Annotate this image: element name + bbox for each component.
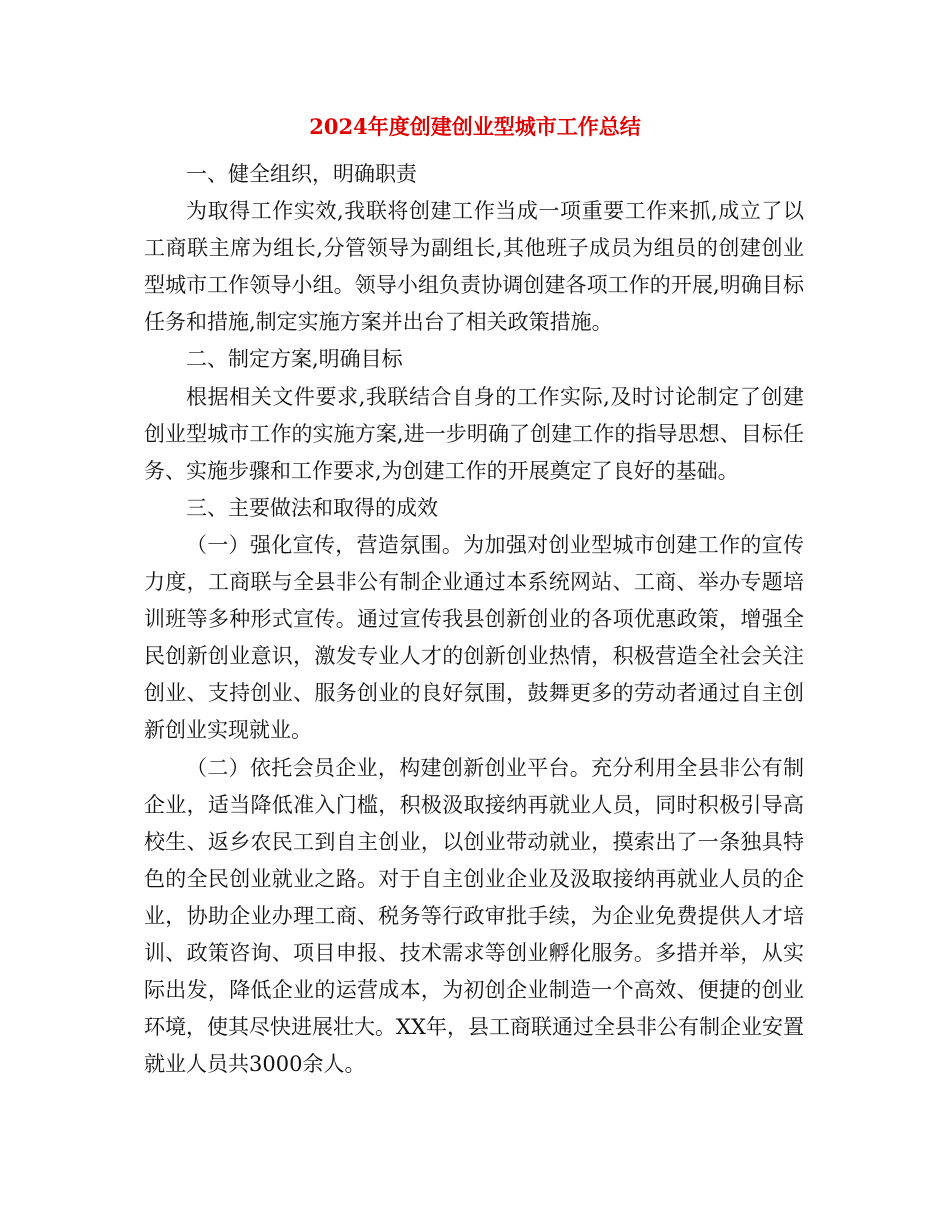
section-heading-2: 二、制定方案,明确目标 <box>186 347 403 372</box>
document-title: 2024年度创建创业型城市工作总结 <box>309 114 641 139</box>
document-body <box>144 156 804 1083</box>
paragraph-plan: 根据相关文件要求,我联结合自身的工作实际,及时讨论制定了创建创业型城市工作的实施方案,进一步明确了创建工作的指导思想、目标任务、实施步骤和工作要求,为创建工作的开展奠定了良好的基础。 <box>144 384 804 483</box>
section-heading-1: 一、健全组织，明确职责 <box>186 162 417 186</box>
paragraph-publicity: （一）强化宣传，营造氛围。为加强对创业型城市创建工作的宣传力度，工商联与全县非公有制企业通过本系统网站、工商、举办专题培训班等多种形式宣传。通过宣传我县创新创业的各项优惠政策，增强全民创新创业意识，激发专业人才的创新创业热情，积极营造全社会关注创业、支持创业、服务创业的良好氛围，鼓舞更多的劳动者通过自主创新创业实现就业。 <box>144 532 804 743</box>
paragraph-platform: （二）依托会员企业，构建创新创业平台。充分利用全县非公有制企业，适当降低准入门槛，积极汲取接纳再就业人员，同时积极引导高校生、返乡农民工到自主创业，以创业带动就业，摸索出了一条独具特色的全民创业就业之路。对于自主创业企业及汲取接纳再就业人员的企业，协助企业办理工商、税务等行政审批手续，为企业免费提供人才培训、政策咨询、项目申报、技术需求等创业孵化服务。多措并举，从实际出发，降低企业的运营成本，为初创企业制造一个高效、便捷的创业环境，使其尽快进展壮大。XX年，县工商联通过全县非公有制企业安置就业人员共3000余人。 <box>144 755 804 1077</box>
paragraph-organization: 为取得工作实效,我联将创建工作当成一项重要工作来抓,成立了以工商联主席为组长,分管领导为副组长,其他班子成员为组员的创建创业型城市工作领导小组。领导小组负责协调创建各项工作的开展,明确目标任务和措施,制定实施方案并出台了相关政策措施。 <box>144 199 804 335</box>
section-heading-3: 三、主要做法和取得的成效 <box>186 495 438 520</box>
